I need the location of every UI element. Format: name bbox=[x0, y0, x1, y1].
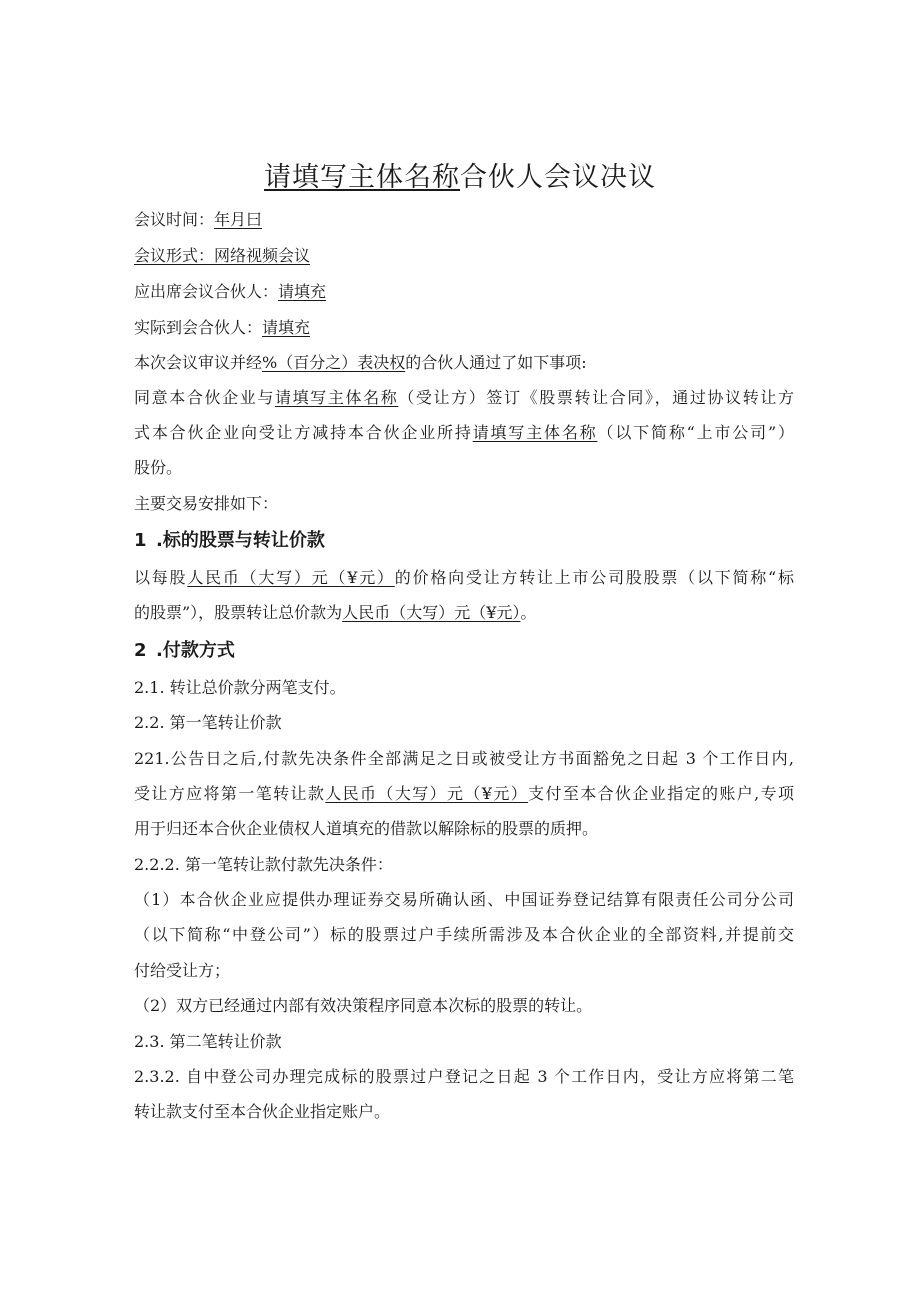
section-2-number: 2 bbox=[134, 640, 147, 661]
actual-partners-line bbox=[134, 317, 794, 339]
section-1-text: 的股票”），股票转让总价款为 bbox=[134, 603, 343, 622]
expected-partners-value: 请填充 bbox=[278, 282, 327, 301]
agreement-text: 式本合伙企业向受让方减持本合伙企业所持 bbox=[134, 423, 473, 442]
condition-1-line-1: （1）本合伙企业应提供办理证券交易所确认函、中国证券登记结算有限责任公司分公司 bbox=[134, 890, 794, 909]
condition-1-line-3: 付给受让方； bbox=[134, 961, 231, 980]
clause-2-2-2: 2.2.2. 第一笔转让款付款先决条件： bbox=[134, 855, 393, 874]
clause-2-1: 2.1. 转让总价款分两笔支付。 bbox=[134, 678, 346, 697]
agreement-line-1 bbox=[134, 387, 794, 409]
section-2-title: .付款方式 bbox=[156, 640, 235, 661]
title-suffix: 合伙人会议决议 bbox=[460, 162, 656, 193]
meeting-time-line bbox=[134, 209, 794, 231]
price-placeholder: 人民币（大写）元（¥元） bbox=[187, 568, 395, 587]
clause-2-3-2-line-2: 转让款支付至本合伙企业指定账户。 bbox=[134, 1102, 391, 1121]
agreement-text: （以下简称“上市公司”） bbox=[597, 423, 794, 442]
clause-2-3-2-line-1: 2.3.2. 自中登公司办理完成标的股票过户登记之日起 3 个工作日内，受让方应将第二笔 bbox=[134, 1067, 794, 1086]
clause-2-2-1-line-3: 用于归还本合伙企业债权人道填充的借款以解除标的股票的质押。 bbox=[134, 819, 599, 838]
section-1-number: 1 bbox=[134, 530, 147, 551]
price-placeholder: 人民币（大写）元（¥元） bbox=[342, 603, 521, 622]
agreement-line-3: 股份。 bbox=[134, 458, 183, 477]
section-1-text: 的价格向受让方转让上市公司股股票（以下简称“标 bbox=[394, 568, 794, 587]
approval-prefix: 本次会议审议并经 bbox=[134, 353, 263, 372]
clause-text: 受让方应将第一笔转让款 bbox=[134, 784, 326, 803]
price-placeholder: 人民币（大写）元（¥元） bbox=[325, 784, 529, 803]
agreement-text: （受让方）签订《股票转让合同》，通过协议转让方 bbox=[398, 388, 794, 407]
clause-2-2-1-line-2 bbox=[134, 783, 794, 805]
entity-name-placeholder: 请填写主体名称 bbox=[274, 388, 399, 407]
expected-partners-line bbox=[134, 281, 794, 303]
actual-partners-label: 实际到会合伙人： bbox=[134, 318, 263, 337]
document-title bbox=[0, 158, 920, 198]
meeting-form-line bbox=[134, 245, 794, 267]
clause-2-3: 2.3. 第二笔转让价款 bbox=[134, 1032, 282, 1051]
section-1-text: 以每股 bbox=[134, 568, 188, 587]
entity-name-placeholder: 请填写主体名称 bbox=[472, 423, 598, 442]
approval-vote: %（百分之）表决权 bbox=[262, 353, 406, 372]
section-1-heading bbox=[134, 528, 325, 554]
agreement-text: 同意本合伙企业与 bbox=[134, 388, 275, 407]
section-1-text: 。 bbox=[520, 603, 537, 622]
expected-partners-label: 应出席会议合伙人： bbox=[134, 282, 279, 301]
approval-line bbox=[134, 352, 794, 374]
meeting-form-text: 会议形式：网络视频会议 bbox=[134, 246, 311, 265]
section-1-line-1 bbox=[134, 567, 794, 589]
meeting-time-value: 年月曰 bbox=[214, 210, 263, 229]
section-1-line-2 bbox=[134, 602, 794, 624]
section-1-title: .标的股票与转让价款 bbox=[156, 530, 325, 551]
condition-1-line-2: （以下简称“中登公司”）标的股票过户手续所需涉及本合伙企业的全部资料,并提前交 bbox=[134, 925, 794, 944]
actual-partners-value: 请填充 bbox=[262, 318, 311, 337]
approval-suffix: 的合伙人通过了如下事项: bbox=[405, 353, 587, 372]
clause-2-2-1-line-1: 221.公告日之后,付款先决条件全部满足之日或被受让方书面豁免之日起 3 个工作日内, bbox=[134, 749, 794, 768]
agreement-line-2 bbox=[134, 422, 794, 444]
clause-2-2: 2.2. 第一笔转让价款 bbox=[134, 713, 282, 732]
condition-2: （2）双方已经通过内部有效决策程序同意本次标的股票的转让。 bbox=[134, 996, 593, 1015]
entity-name-placeholder: 请填写主体名称 bbox=[264, 162, 460, 193]
meeting-time-label: 会议时间： bbox=[134, 210, 215, 229]
arrangement-intro: 主要交易安排如下： bbox=[134, 494, 279, 513]
clause-text: 支付至本合伙企业指定的账户,专项 bbox=[528, 784, 794, 803]
section-2-heading bbox=[134, 638, 235, 664]
